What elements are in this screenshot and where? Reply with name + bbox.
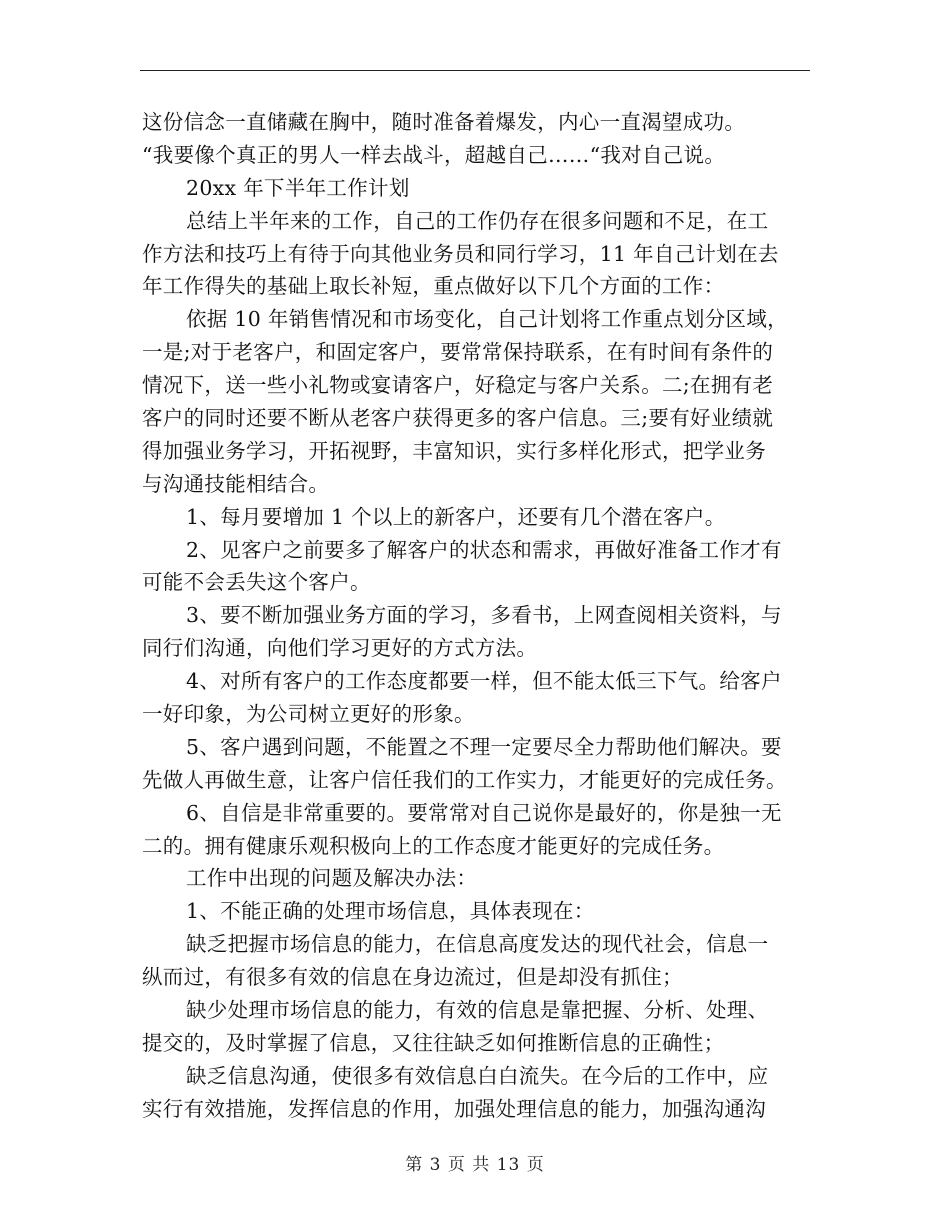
text-line: 缺少处理市场信息的能力，有效的信息是靠把握、分析、处理、 <box>186 998 769 1023</box>
text-line: 2、见客户之前要多了解客户的状态和需求，再做好准备工作才有 <box>186 537 782 562</box>
text-line: 3、要不断加强业务方面的学习，多看书，上网查阅相关资料，与 <box>186 603 782 628</box>
text-line: 这份信念一直储藏在胸中，随时准备着爆发，内心一直渴望成功。 <box>142 110 746 134</box>
text-line: 4、对所有客户的工作态度都要一样，但不能太低三下气。给客户 <box>186 669 782 694</box>
text-line: 与沟通技能相结合。 <box>142 471 330 496</box>
text-line: 20xx 年下半年工作计划 <box>186 175 410 200</box>
text-line: 一好印象，为公司树立更好的形象。 <box>142 702 475 727</box>
header-rule <box>140 70 810 71</box>
text-line: 年工作得失的基础上取长补短，重点做好以下几个方面的工作： <box>142 274 725 299</box>
text-line: 二的。拥有健康乐观积极向上的工作态度才能更好的完成任务。 <box>142 833 725 858</box>
text-line: 工作中出现的问题及解决办法： <box>186 866 478 891</box>
text-line: 实行有效措施，发挥信息的作用，加强处理信息的能力，加强沟通沟 <box>142 1096 766 1121</box>
text-line: 提交的，及时掌握了信息，又往往缺乏如何推断信息的正确性； <box>142 1030 725 1055</box>
text-line: 6、自信是非常重要的。要常常对自己说你是最好的，你是独一无 <box>186 800 782 825</box>
text-line: 情况下，送一些小礼物或宴请客户，好稳定与客户关系。二;在拥有老 <box>142 373 774 398</box>
text-line: 客户的同时还要不断从老客户获得更多的客户信息。三;要有好业绩就 <box>142 406 774 431</box>
text-line: “我要像个真正的男人一样去战斗，超越自己……“我对自己说。 <box>142 142 726 167</box>
text-line: 5、客户遇到问题，不能置之不理一定要尽全力帮助他们解决。要 <box>186 734 782 759</box>
text-line: 同行们沟通，向他们学习更好的方式方法。 <box>142 636 538 661</box>
page-number: 第 3 页 共 13 页 <box>405 1155 545 1175</box>
text-line: 一是;对于老客户，和固定客户，要常常保持联系，在有时间有条件的 <box>142 340 774 365</box>
text-line: 总结上半年来的工作，自己的工作仍存在很多问题和不足，在工 <box>186 208 769 233</box>
text-line: 可能不会丢失这个客户。 <box>142 570 371 595</box>
text-line: 1、每月要增加 1 个以上的新客户，还要有几个潜在客户。 <box>186 504 726 529</box>
text-line: 纵而过，有很多有效的信息在身边流过，但是却没有抓住； <box>142 965 683 990</box>
text-line: 作方法和技巧上有待于向其他业务员和同行学习，11 年自己计划在去 <box>142 241 779 266</box>
document-body <box>142 106 810 1126</box>
text-line: 依据 10 年销售情况和市场变化，自己计划将工作重点划分区域， <box>186 307 788 332</box>
text-line: 缺乏把握市场信息的能力，在信息高度发达的现代社会，信息一 <box>186 932 769 957</box>
text-line: 得加强业务学习，开拓视野，丰富知识，实行多样化形式，把学业务 <box>142 438 766 463</box>
text-line: 先做人再做生意，让客户信任我们的工作实力，才能更好的完成任务。 <box>142 767 787 792</box>
text-line: 1、不能正确的处理市场信息，具体表现在： <box>186 899 595 924</box>
text-line: 缺乏信息沟通，使很多有效信息白白流失。在今后的工作中，应 <box>186 1063 769 1088</box>
